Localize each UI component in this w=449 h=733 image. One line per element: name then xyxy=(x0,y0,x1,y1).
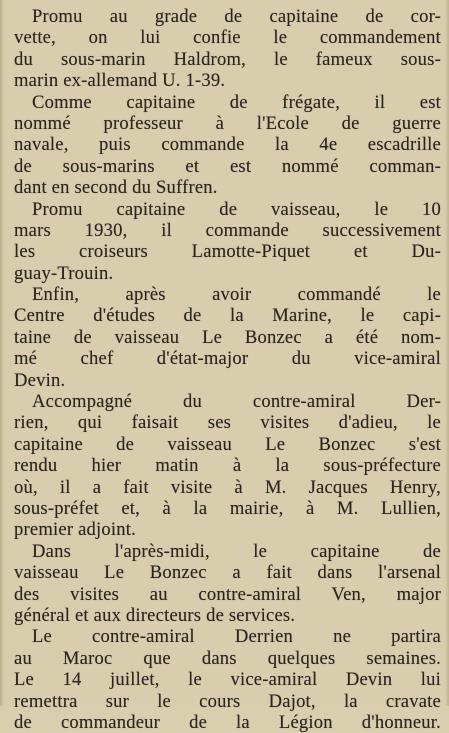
article-column xyxy=(14,6,441,733)
article-line: guay-Trouin. xyxy=(14,262,114,284)
article-line: dant en second du Suffren. xyxy=(14,177,218,199)
article-line: vaisseau Le Bonzec a fait dans l'arsenal xyxy=(14,562,441,584)
article-line: capitaine de vaisseau Le Bonzec s'est xyxy=(14,433,441,455)
article-line: premier adjoint. xyxy=(14,519,136,541)
article-line: navale, puis commande la 4e escadrille xyxy=(14,134,441,156)
article-line: mé chef d'état-major du vice-amiral xyxy=(14,348,441,370)
article-line: remettra sur le cours Dajot, la cravate xyxy=(14,690,441,712)
article-line: Enfin, après avoir commandé le xyxy=(32,284,441,306)
article-line: les croiseurs Lamotte-Piquet et Du- xyxy=(14,241,441,263)
article-line: rendu hier matin à la sous-préfecture xyxy=(14,455,441,477)
article-line: Dans l'après-midi, le capitaine de xyxy=(32,540,441,562)
article-line: du sous-marin Haldrom, le fameux sous- xyxy=(14,48,441,70)
article-line: de sous-marins et est nommé comman- xyxy=(14,155,441,177)
paper-edge-right xyxy=(445,0,449,706)
article-line: sous-préfet et, à la mairie, à M. Lullien, xyxy=(14,497,441,519)
paper-edge-left xyxy=(0,0,4,706)
article-line: Le contre-amiral Derrien ne partira xyxy=(32,626,441,648)
article-line: au Maroc que dans quelques semaines. xyxy=(14,647,441,669)
article-line: Accompagné du contre-amiral Der- xyxy=(32,391,441,413)
article-line: Promu capitaine de vaisseau, le 10 xyxy=(32,198,441,220)
article-line: de commandeur de la Légion d'honneur. xyxy=(14,711,441,733)
article-line: Devin. xyxy=(14,369,66,391)
article-line: Promu au grade de capitaine de cor- xyxy=(32,6,441,27)
article-line: où, il a fait visite à M. Jacques Henry, xyxy=(14,476,441,498)
article-line: des visites au contre-amiral Ven, major xyxy=(14,583,441,605)
article-line: général et aux directeurs de services. xyxy=(14,604,296,626)
article-line: Comme capitaine de frégate, il est xyxy=(32,91,441,113)
article-line: Centre d'études de la Marine, le capi- xyxy=(14,305,441,327)
article-line: vette, on lui confie le commandement xyxy=(14,27,441,49)
article-line: mars 1930, il commande successivement xyxy=(14,219,441,241)
article-line: marin ex-allemand U. 1-39. xyxy=(14,70,226,92)
article-line: Le 14 juillet, le vice-amiral Devin lui xyxy=(14,669,441,691)
article-line: nommé professeur à l'Ecole de guerre xyxy=(14,112,441,134)
article-line: rien, qui faisait ses visites d'adieu, le xyxy=(14,412,441,434)
article-line: taine de vaisseau Le Bonzec a été nom- xyxy=(14,326,441,348)
